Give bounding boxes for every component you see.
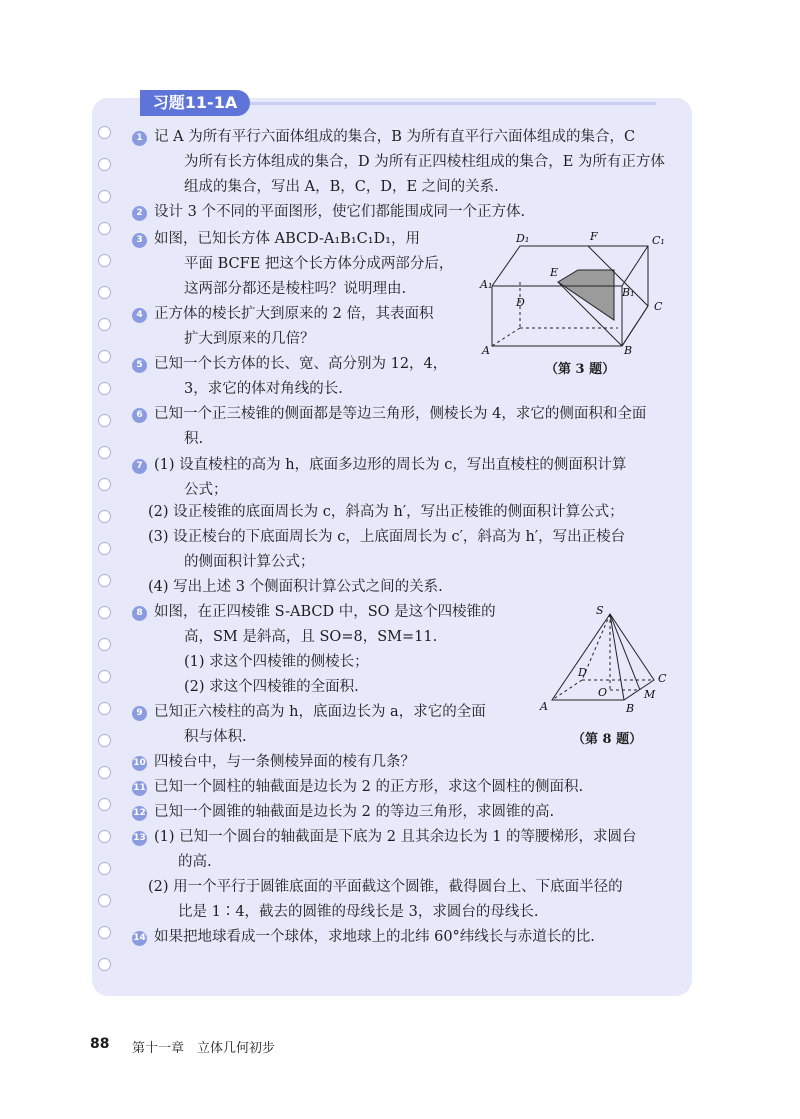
label-F: F [590, 230, 598, 243]
problem-7-line-1: 7 (1) 设直棱柱的高为 h，底面多边形的周长为 c，写出直棱柱的侧面积计算 [132, 455, 626, 475]
label-C1: C₁ [652, 234, 665, 247]
problem-6-line-1: 6 已知一个正三棱锥的侧面都是等边三角形，侧棱长为 4，求它的侧面积和全面 [132, 404, 646, 424]
problem-5-line-1: 5 已知一个长方体的长、宽、高分别为 12，4， [132, 354, 447, 374]
ring [98, 830, 111, 843]
problem-11-line-1: 11 已知一个圆柱的轴截面是边长为 2 的正方形，求这个圆柱的侧面积. [133, 779, 584, 795]
hidden-edge [552, 680, 582, 700]
problem-3-line-1: 3 如图，已知长方体 ABCD-A₁B₁C₁D₁，用 [132, 229, 420, 249]
problem-number-badge: 13 [132, 831, 147, 846]
ring [98, 606, 111, 619]
cuboid-figure [478, 226, 678, 356]
ring [98, 926, 111, 939]
ring [98, 542, 111, 555]
label-C: C [658, 672, 667, 685]
problem-4-line-2: 扩大到原来的几倍？ [184, 331, 315, 347]
ring [98, 382, 111, 395]
ring [98, 350, 111, 363]
ring [98, 766, 111, 779]
problem-13-line-3: (2) 用一个平行于圆锥底面的平面截这个圆锥，截得圆台上、下底面半径的 [148, 879, 623, 895]
ring [98, 318, 111, 331]
problem-7-line-4: (3) 设正棱台的下底面周长为 c，上底面周长为 c′，斜高为 h′，写出正棱台 [148, 529, 626, 545]
problem-8-line-1: 8 如图，在正四棱锥 S-ABCD 中，SO 是这个四棱锥的 [132, 602, 496, 622]
ring [98, 798, 111, 811]
figure-8-caption: （第 8 题） [572, 732, 643, 747]
ring [98, 158, 111, 171]
problem-number-badge: 6 [132, 408, 147, 423]
problem-8-line-3: (1) 求这个四棱锥的侧棱长； [184, 654, 369, 670]
ring [98, 574, 111, 587]
problem-number-badge: 2 [132, 206, 147, 221]
problem-number-badge: 5 [132, 358, 147, 373]
problem-7-line-2: 公式； [184, 482, 228, 498]
label-M: M [644, 688, 656, 701]
label-A1: A₁ [480, 278, 493, 291]
problem-14-line-1: 14 如果把地球看成一个球体，求地球上的北纬 60°纬线长与赤道长的比. [133, 929, 595, 945]
ring [98, 510, 111, 523]
ring [98, 862, 111, 875]
lateral-edge-SB [610, 614, 624, 700]
problem-9-line-2: 积与体积. [184, 729, 247, 745]
problem-12-line-1: 12 已知一个圆锥的轴截面是边长为 2 的等边三角形，求圆锥的高. [133, 804, 555, 820]
problem-10-line-1: 10 四棱台中，与一条侧棱异面的棱有几条？ [133, 754, 415, 770]
problem-number-badge: 1 [132, 131, 147, 146]
problem-6-line-2: 积. [184, 431, 204, 447]
label-B: B [624, 344, 633, 356]
ring [98, 894, 111, 907]
label-O: O [598, 686, 608, 699]
problem-7-line-3: (2) 设正棱锥的底面周长为 c，斜高为 h′，写出正棱锥的侧面积计算公式； [148, 504, 624, 520]
ring [98, 734, 111, 747]
exercise-title: 习题11-1A [140, 90, 250, 116]
problem-number-badge: 11 [132, 781, 147, 796]
problem-8-line-4: (2) 求这个四棱锥的全面积. [184, 679, 359, 695]
page-number: 88 [90, 1036, 110, 1052]
binder-rings [98, 126, 112, 976]
problem-13-line-4: 比是 1∶4，截去的圆锥的母线长是 3，求圆台的母线长. [178, 904, 539, 920]
problem-7-line-6: (4) 写出上述 3 个侧面积计算公式之间的关系. [148, 579, 443, 595]
problem-number-badge: 10 [132, 756, 147, 771]
pyramid-figure [538, 600, 678, 720]
ring [98, 254, 111, 267]
problem-3-line-2: 平面 BCFE 把这个长方体分成两部分后， [184, 256, 454, 272]
ring [98, 446, 111, 459]
label-S: S [596, 604, 604, 617]
problem-number-badge: 14 [132, 931, 147, 946]
cut-edge [622, 306, 648, 346]
label-E: E [550, 266, 559, 279]
problem-number-badge: 3 [132, 233, 147, 248]
figure-3-caption: （第 3 题） [545, 362, 616, 377]
ring [98, 414, 111, 427]
problem-number-badge: 4 [132, 308, 147, 323]
ring [98, 638, 111, 651]
problem-13-line-2: 的高. [178, 854, 212, 870]
ring [98, 190, 111, 203]
label-B: B [626, 702, 635, 715]
ring [98, 478, 111, 491]
problem-7-line-5: 的侧面积计算公式； [184, 554, 315, 570]
label-A: A [540, 700, 548, 713]
problem-number-badge: 8 [132, 606, 147, 621]
ring [98, 126, 111, 139]
problem-1-line-1: 1 记 A 为所有平行六面体组成的集合，B 为所有直平行六面体组成的集合，C [132, 127, 635, 147]
problem-number-badge: 9 [132, 706, 147, 721]
problem-number-badge: 7 [132, 459, 147, 474]
label-D: D [578, 666, 587, 679]
ring [98, 702, 111, 715]
label-D1: D₁ [516, 232, 530, 245]
problem-3-line-3: 这两部分都还是棱柱吗？说明理由. [184, 281, 407, 297]
label-D: D [516, 296, 525, 309]
label-C: C [654, 300, 663, 313]
problem-8-line-2: 高，SM 是斜高，且 SO=8，SM=11. [184, 629, 438, 645]
label-B1: B₁ [622, 286, 635, 299]
problem-13-line-1: 13 (1) 已知一个圆台的轴截面是下底为 2 且其余边长为 1 的等腰梯形，求圆台 [133, 829, 637, 845]
hidden-edge [492, 328, 520, 346]
problem-9-line-1: 9 已知正六棱柱的高为 h，底面边长为 a，求它的全面 [132, 702, 486, 722]
header-rule [250, 102, 656, 105]
ring [98, 222, 111, 235]
problem-5-line-2: 3，求它的体对角线的长. [184, 381, 343, 397]
problem-number-badge: 12 [132, 806, 147, 821]
problem-2-line-1: 2 设计 3 个不同的平面图形，使它们都能围成同一个正方体. [132, 202, 525, 222]
chapter-title: 第十一章 立体几何初步 [132, 1041, 276, 1056]
ring [98, 958, 111, 971]
problem-1-line-2: 为所有长方体组成的集合，D 为所有正四棱柱组成的集合，E 为所有正方体 [184, 154, 665, 170]
label-A: A [482, 344, 490, 356]
top-right-edge [622, 246, 648, 286]
ring [98, 670, 111, 683]
problem-4-line-1: 4 正方体的棱长扩大到原来的 2 倍，其表面积 [132, 304, 433, 324]
ring [98, 286, 111, 299]
problem-1-line-3: 组成的集合，写出 A，B，C，D，E 之间的关系. [184, 179, 499, 195]
